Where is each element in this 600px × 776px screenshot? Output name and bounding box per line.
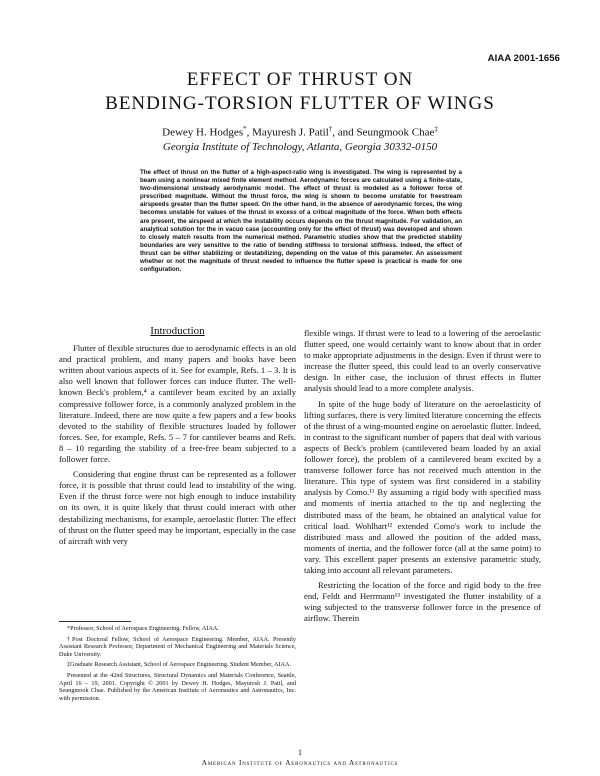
paper-title: [0, 68, 600, 116]
paper-id: AIAA 2001-1656: [487, 53, 560, 64]
author-list: [0, 125, 600, 139]
body-paragraph: Restricting the location of the force and rigid body to the free end, Feldt and Herrmann¹³ investigated the flutter instability of a wing subjected to the transverse follower force in the presence of airflow. Therein: [304, 580, 541, 624]
author-name: Mayuresh J. Patil: [252, 126, 329, 139]
footnote: ‡Graduate Research Assistant, School of Aerospace Engineering. Student Member, AIAA.: [67, 661, 291, 669]
footnote: †Post Doctoral Fellow, School of Aerospace Engineering. Member, AIAA. Presently Assistant Research Professor, Department of Mechanical Engineering and Materials Science, Duke University.: [59, 635, 296, 658]
body-paragraph: flexible wings. If thrust were to lead to a lowering of the aeroelastic flutter speed, one would certainly want to know about that in order to make appropriate adjustments in the design. Even if thrust were to increase the flutter speed, this could lead to an overly conservative design. In either case, the inclusion of thrust effects in flutter analysis should lead to a more complete analysis.: [304, 328, 541, 394]
author-separator: , and: [332, 126, 357, 139]
title-line-2: BENDING-TORSION FLUTTER OF WINGS: [105, 93, 495, 114]
author-separator: ,: [246, 126, 253, 139]
left-column: [59, 326, 296, 547]
footnote: Presented at the 42nd Structures, Structural Dynamics and Materials Conference, Seattle, April 16 – 19, 2001. Copyright © 2001 by Dewey H. Hodges, Mayuresh J. Patil, and Seungmook Chae. Published by the American Institute of Aeronautics and Astronautics, Inc. with permission.: [59, 671, 296, 702]
author-footnote-mark: *: [243, 125, 247, 133]
body-paragraph: In spite of the huge body of literature on the aeroelasticity of lifting surfaces, there is very limited literature concerning the effects of the thrust of a wing-mounted engine on aeroelastic flutter. Indeed, in contrast to the significant number of papers that deal with various aspects of Beck's problem (cantilevered beam loaded by an axial follower force), the problem of a cantilevered beam excited by a transverse follower force has not received much attention in the literature. This type of system was first considered in a stability analysis by Como.¹¹ By assuming a rigid body with specified mass and moments of inertia attached to the tip and neglecting the distributed mass of the beam, he obtained an analytical value for critical load. Wohlhart¹² extended Como's work to include the distributed mass and allowed the position of the added mass, moments of inertia, and the follower force (all at the same point) to vary. This excellent paper presents an extensive parametric study, taking into account all relevant parameters.: [304, 398, 541, 575]
body-paragraph: Considering that engine thrust can be represented as a follower force, it is possible that thrust could lead to instability of the wing. Even if the thrust force were not high enough to induce instability on its own, it is quite likely that thrust could interact with other destabilizing mechanisms, for example, aeroelastic flutter. The effect of thrust on the flutter speed may be important, especially in the case of aircraft with very: [59, 469, 296, 546]
footnotes: [59, 625, 296, 705]
body-paragraph: Flutter of flexible structures due to aerodynamic effects is an old and practical problem, and many papers and books have been written about various aspects of it. See for example, Refs. 1 – 3. It is also well known that follower forces can induce flutter. The well-known Beck's problem,⁴ a cantilever beam excited by an axially compressive follower force, is a commonly analyzed problem in the literature. Indeed, there are now quite a few papers and a few books devoted to the stability of flexible structures loaded by follower forces. See, for example, Refs. 5 – 7 for cantilever beams and Refs. 8 – 10 regarding the stability of a free-free beam subjected to a follower force.: [59, 343, 296, 465]
section-heading-introduction: Introduction: [150, 325, 205, 337]
page-number: 1: [298, 748, 302, 757]
author-footnote-mark: †: [328, 125, 333, 133]
title-line-1: EFFECT OF THRUST ON: [186, 69, 414, 90]
right-column: [304, 328, 541, 624]
footnote-rule: [59, 621, 131, 622]
author-footnote-mark: ‡: [434, 125, 438, 133]
author-name: Seungmook Chae: [356, 126, 435, 139]
affiliation: Georgia Institute of Technology, Atlanta, Georgia 30332-0150: [162, 141, 438, 153]
author-name: Dewey H. Hodges: [162, 126, 244, 139]
footnote: *Professor, School of Aerospace Engineering. Fellow, AIAA.: [67, 625, 219, 632]
abstract: The effect of thrust on the flutter of a high-aspect-ratio wing is investigated. The wing is represented by a beam using a nonlinear mixed finite element method. Aerodynamic forces are calculated using a finite-state, two-dimensional unsteady aerodynamic model. The effect of thrust is modeled as a follower force of prescribed magnitude. Without the thrust force, the wing is shown to become unstable for freestream airspeeds greater than the flutter speed. On the other hand, in the absence of aerodynamic forces, the wing becomes unstable for values of the thrust in excess of a critical magnitude of the force. When both effects are present, the airspeed at which the instability occurs depends on the thrust magnitude. For validation, an analytical solution for the in vacuo case (accounting only for the effect of thrust) was developed and shown to closely match results from the numerical method. Parametric studies show that the predicted stability boundaries are very sensitive to the ratio of bending stiffness to torsional stiffness. Indeed, the effect of thrust can be either stabilizing or destabilizing, depending on the value of this parameter. An assessment whether or not the magnitude of thrust needed to influence the flutter speed is practical is made for one configuration.: [140, 169, 462, 274]
running-footer: American Institute of Aeronautics and Astronautics: [201, 759, 399, 767]
